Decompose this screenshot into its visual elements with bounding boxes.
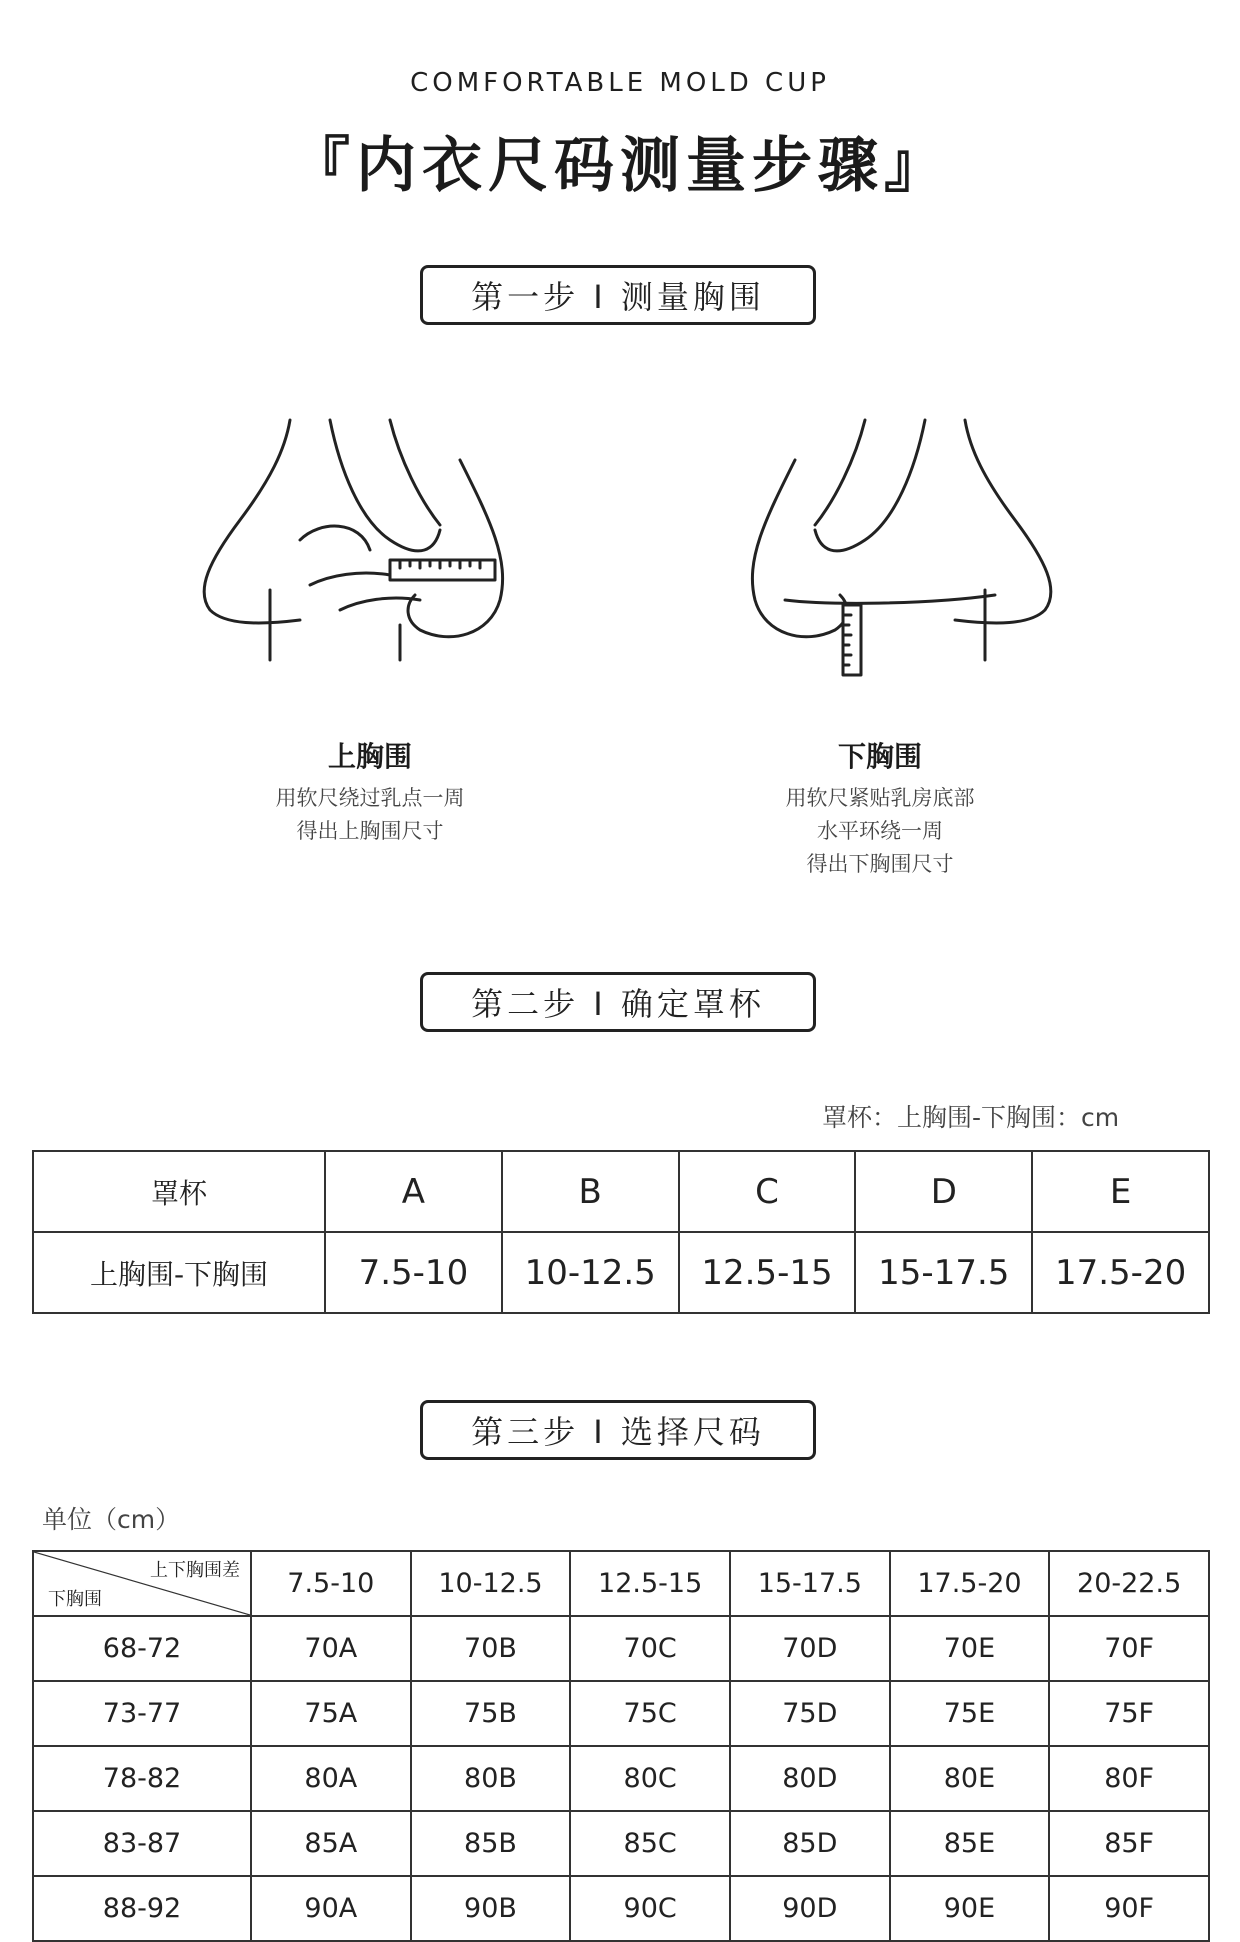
size-cell: 85F [1049,1811,1209,1876]
upper-bust-desc-line1: 用软尺绕过乳点一周 [275,786,465,810]
upper-bust-heading: 上胸围 [327,740,412,773]
size-cell: 90F [1049,1876,1209,1941]
size-cell: 80C [570,1746,730,1811]
cup-header-cell: A [325,1151,502,1232]
size-table-row [33,1876,1209,1941]
corner-top-label: 上下胸围差 [150,1560,240,1581]
size-row-label: 73-77 [33,1681,251,1746]
cup-header-cell: B [502,1151,679,1232]
upper-bust-illustration [190,410,530,710]
step2-badge: 第二步 I 确定罩杯 [420,972,816,1032]
upper-bust-desc-line2: 得出上胸围尺寸 [296,819,444,843]
size-table [32,1550,1210,1942]
size-cell: 75D [730,1681,890,1746]
size-column-header: 10-12.5 [411,1551,571,1616]
cup-header-cell: D [855,1151,1032,1232]
cup-row-cell: 上胸围-下胸围 [33,1232,325,1313]
cup-header-cell: E [1032,1151,1209,1232]
size-table-header-row [33,1551,1209,1616]
cup-note: 罩杯：上胸围-下胸围：cm [822,1103,1120,1132]
size-cell: 80A [251,1746,411,1811]
cup-row-cell: 15-17.5 [855,1232,1032,1313]
step3-badge: 第三步 I 选择尺码 [420,1400,816,1460]
page-title: 『内衣尺码测量步骤』 [290,131,950,201]
size-cell: 90B [411,1876,571,1941]
size-cell: 75F [1049,1681,1209,1746]
lower-bust-desc-line3: 得出下胸围尺寸 [806,852,954,876]
size-cell: 75B [411,1681,571,1746]
size-cell: 85D [730,1811,890,1876]
cup-row-cell: 17.5-20 [1032,1232,1209,1313]
size-table-row [33,1746,1209,1811]
size-cell: 85C [570,1811,730,1876]
cup-row-cell: 10-12.5 [502,1232,679,1313]
size-cell: 70E [890,1616,1050,1681]
cup-row-cell: 7.5-10 [325,1232,502,1313]
size-cell: 90E [890,1876,1050,1941]
step1-badge: 第一步 I 测量胸围 [420,265,816,325]
size-cell: 85A [251,1811,411,1876]
size-table-corner [33,1551,251,1616]
size-cell: 75A [251,1681,411,1746]
size-row-label: 68-72 [33,1616,251,1681]
size-cell: 80F [1049,1746,1209,1811]
cup-header-cell: 罩杯 [33,1151,325,1232]
cup-table-row [33,1232,1209,1313]
lower-bust-desc-line2: 水平环绕一周 [817,819,943,843]
size-cell: 70D [730,1616,890,1681]
size-table-row [33,1811,1209,1876]
size-cell: 90D [730,1876,890,1941]
size-table-row [33,1616,1209,1681]
size-table-row [33,1681,1209,1746]
size-column-header: 7.5-10 [251,1551,411,1616]
cup-table [32,1150,1210,1314]
cup-header-cell: C [679,1151,856,1232]
lower-bust-heading: 下胸围 [837,740,922,773]
header-eyebrow: COMFORTABLE MOLD CUP [410,68,830,98]
size-cell: 80B [411,1746,571,1811]
cup-table-header-row [33,1151,1209,1232]
size-cell: 90A [251,1876,411,1941]
size-column-header: 12.5-15 [570,1551,730,1616]
unit-label: 单位（cm） [42,1505,181,1534]
size-cell: 90C [570,1876,730,1941]
size-row-label: 83-87 [33,1811,251,1876]
corner-bottom-label: 下胸围 [48,1589,102,1610]
size-cell: 80E [890,1746,1050,1811]
size-cell: 85E [890,1811,1050,1876]
size-column-header: 20-22.5 [1049,1551,1209,1616]
size-row-label: 88-92 [33,1876,251,1941]
size-column-header: 15-17.5 [730,1551,890,1616]
size-cell: 75C [570,1681,730,1746]
size-column-header: 17.5-20 [890,1551,1050,1616]
size-cell: 70A [251,1616,411,1681]
size-row-label: 78-82 [33,1746,251,1811]
lower-bust-illustration [725,410,1065,710]
size-cell: 70C [570,1616,730,1681]
cup-row-cell: 12.5-15 [679,1232,856,1313]
lower-bust-desc-line1: 用软尺紧贴乳房底部 [785,786,975,810]
size-cell: 70B [411,1616,571,1681]
size-cell: 85B [411,1811,571,1876]
size-cell: 75E [890,1681,1050,1746]
size-cell: 80D [730,1746,890,1811]
size-cell: 70F [1049,1616,1209,1681]
